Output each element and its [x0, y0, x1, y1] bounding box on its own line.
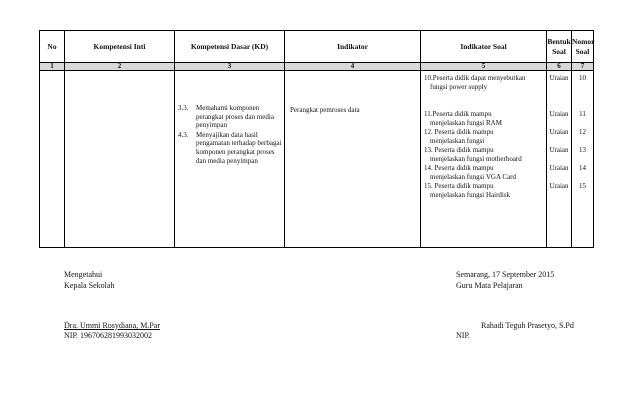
- cell-kompetensi-dasar: [175, 71, 285, 248]
- kd-number: 4.3.: [178, 130, 189, 139]
- signature-left-nip: NIP. 196706281993032002: [64, 331, 153, 340]
- indikator-soal-line2: fungsi power supply: [430, 82, 488, 91]
- indikator-soal-line2: menjelaskan fungsi RAM: [430, 118, 502, 127]
- header-indikator-soal: Indikator Soal: [421, 31, 547, 63]
- bentuk-soal-value: Uraian: [549, 110, 569, 118]
- nomor-soal-value: 11: [579, 110, 586, 118]
- kd-number: 3.3.: [178, 104, 189, 112]
- nomor-soal-value: 15: [579, 182, 586, 190]
- column-number-row: [40, 63, 594, 71]
- signature-right-name: Rahadi Teguh Prasetyo, S.Pd: [481, 321, 574, 330]
- list-item: [424, 182, 554, 199]
- header-bentuk-line2: Soal: [552, 46, 566, 56]
- cell-kompetensi-inti: [65, 71, 175, 248]
- indikator-soal-line1: 10.Peserta didik dapat menyebutkan: [424, 74, 526, 82]
- colnum-5: 5: [421, 63, 547, 71]
- table-header-row: [40, 31, 594, 63]
- colnum-6: 6: [547, 63, 572, 71]
- header-no: No: [40, 31, 65, 63]
- indikator-soal-line1: 11.Peserta didik mampu: [424, 110, 492, 118]
- indikator-soal-line2: menjelaskan fungsi motherboard: [430, 154, 522, 163]
- indikator-soal-line2: menjelaskan fungsi VGA Card: [430, 172, 516, 181]
- nomor-soal-value: 14: [579, 164, 586, 172]
- signature-right-place-date: Semarang, 17 September 2015: [456, 270, 555, 279]
- header-kompetensi-inti: Kompetensi Inti: [65, 31, 175, 63]
- colnum-4: 4: [285, 63, 421, 71]
- nomor-soal-value: 12: [579, 128, 586, 136]
- header-bentuk-soal: [547, 31, 572, 63]
- nomor-soal-value: 13: [579, 146, 586, 154]
- signature-right-nip: NIP.: [456, 331, 471, 340]
- list-item: [424, 146, 554, 163]
- colnum-7: 7: [572, 63, 594, 71]
- header-bentuk-line1: Bentuk: [547, 36, 571, 46]
- colnum-2: 2: [65, 63, 175, 71]
- list-item: [424, 110, 554, 127]
- signature-left-label1: Mengetahui: [64, 270, 103, 279]
- kisi-kisi-table: [39, 30, 593, 248]
- header-nomor-line2: Soal: [575, 46, 590, 56]
- bentuk-soal-value: Uraian: [549, 164, 569, 172]
- colnum-1: 1: [40, 63, 65, 71]
- header-indikator: Indikator: [285, 31, 421, 63]
- header-kompetensi-dasar: Kompetensi Dasar (KD): [175, 31, 285, 63]
- cell-no: [40, 71, 65, 248]
- cell-bentuk-soal: [547, 71, 572, 248]
- indikator-soal-line1: 14. Peserta didik mampu: [424, 164, 494, 172]
- kd-item: [178, 104, 282, 130]
- colnum-3: 3: [175, 63, 285, 71]
- table-body-row: [40, 71, 594, 248]
- kd-text: Memahami komponen perangkat proses dan media penyimpan: [196, 104, 274, 130]
- signature-right-role: Guru Mata Pelajaran: [456, 281, 523, 290]
- indikator-soal-line1: 15. Peserta didik mampu: [424, 182, 494, 190]
- bentuk-soal-value: Uraian: [549, 182, 569, 190]
- list-item: [424, 128, 554, 145]
- indikator-soal-line2: menjelaskan fungsi Hairdisk: [430, 190, 511, 199]
- bentuk-soal-value: Uraian: [549, 74, 569, 82]
- indikator-soal-line2: menjelaskan fungsi: [430, 136, 485, 145]
- bentuk-soal-value: Uraian: [549, 146, 569, 154]
- cell-indikator: [285, 71, 421, 248]
- indikator-text: Perangkat pemroses data: [290, 106, 360, 114]
- indikator-soal-line1: 12. Peserta didik mampu: [424, 128, 494, 136]
- list-item: [424, 164, 554, 181]
- cell-nomor-soal: [572, 71, 594, 248]
- kd-list: [178, 104, 282, 166]
- list-item: [424, 74, 554, 91]
- kd-text: Menyajikan data hasil pengamatan terhadap berbagai komponen perangkat proses dan media penyimpan: [196, 130, 282, 165]
- header-nomor-soal: [572, 31, 594, 63]
- signature-left-label2: Kepala Sekolah: [64, 281, 115, 290]
- cell-indikator-soal: [421, 71, 547, 248]
- kd-item: [178, 131, 282, 165]
- indikator-soal-line1: 13. Peserta didik mampu: [424, 146, 494, 154]
- signature-left-name: Dra. Ummi Rosydiana, M.Par: [64, 321, 160, 330]
- header-nomor-line1: Nomor: [572, 36, 595, 46]
- nomor-soal-value: 10: [579, 74, 586, 82]
- bentuk-soal-value: Uraian: [549, 128, 569, 136]
